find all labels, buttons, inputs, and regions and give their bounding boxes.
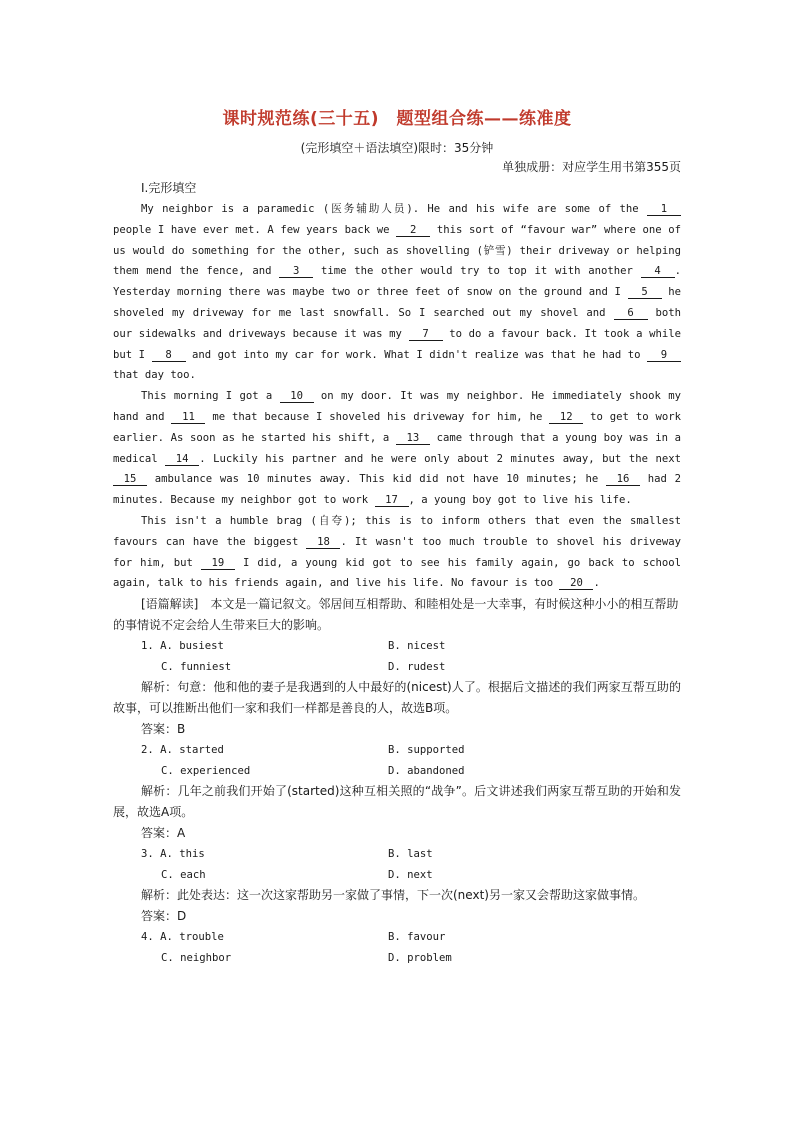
question-explanation: 解析：句意：他和他的妻子是我遇到的人中最好的(nicest)人了。根据后文描述的我们两家互帮互助的故事，可以推断出他们一家和我们一样都是善良的人，故选B项。	[113, 680, 681, 716]
question-options-row	[113, 927, 681, 948]
cloze-blank: 5	[628, 286, 662, 299]
passage-paragraph: My neighbor is a paramedic (医务辅助人员). He and his wife are some of the 1 people I have ever met. A few years back we 2 this sort of “favour war” where one of us would do something for the other, such as shovelling (铲雪) their driveway or helping them mend the fence, and 3 time the other would try to top it with another 4 . Yesterday morning there was maybe two or three feet of snow on the ground and I 5 he shoveled my driveway for me last snowfall. So I searched out my shovel and 6 both our sidewalks and driveways because it was my 7 to do a favour back. It took a while but I 8 and got into my car for work. What I didn't realize was that he had to 9 that day too.	[113, 203, 681, 382]
question-options-row	[113, 844, 681, 865]
page-title: 课时规范练(三十五) 题型组合练——练准度	[222, 109, 572, 129]
option-a: 1. A. busiest	[141, 639, 224, 652]
cloze-blank: 17	[375, 494, 409, 507]
question-options-row	[113, 761, 681, 782]
cloze-blank: 4	[641, 265, 675, 278]
passage-paragraph: This isn't a humble brag (自夸); this is to inform others that even the smallest favours can have the biggest 18 . It wasn't too much trouble to shovel his driveway for him, but 19 I did, a young kid got to see his family again, go back to school again, talk to his friends again, and live his life. No favour is too 20 .	[113, 514, 681, 590]
cloze-blank: 7	[409, 328, 443, 341]
cloze-blank: 1	[647, 203, 681, 216]
option-d: D. next	[388, 868, 433, 881]
cloze-blank: 13	[396, 432, 430, 445]
cloze-blank: 8	[152, 349, 186, 362]
cloze-blank: 16	[606, 473, 640, 486]
question-options-row	[113, 636, 681, 657]
cloze-blank: 10	[280, 390, 314, 403]
page-subtitle: (完形填空＋语法填空)限时：35分钟	[300, 141, 494, 155]
option-a: 2. A. started	[141, 743, 224, 756]
question-options-row	[113, 865, 681, 886]
question-options-row	[113, 657, 681, 678]
option-a: 4. A. trouble	[141, 930, 224, 943]
cloze-passage	[113, 199, 681, 594]
cloze-blank: 20	[559, 577, 593, 590]
cloze-blank: 6	[614, 307, 648, 320]
option-b: B. nicest	[388, 639, 446, 652]
source-note: 单独成册：对应学生用书第355页	[502, 160, 681, 174]
option-d: D. abandoned	[388, 764, 465, 777]
option-a: 3. A. this	[141, 847, 205, 860]
question-options-row	[113, 740, 681, 761]
cloze-blank: 2	[396, 224, 430, 237]
cloze-blank: 18	[306, 536, 340, 549]
cloze-blank: 15	[113, 473, 147, 486]
question-answer: 答案：B	[141, 721, 186, 736]
cloze-blank: 11	[171, 411, 205, 424]
option-c: C. experienced	[161, 764, 251, 777]
option-b: B. last	[388, 847, 433, 860]
cloze-blank: 9	[647, 349, 681, 362]
passage-paragraph: This morning I got a 10 on my door. It was my neighbor. He immediately shook my hand and 11 me that because I shoveled his driveway for him, he 12 to get to work earlier. As soon as he started his shift, a 13 came through that a young boy was in a medical 14 . Luckily his partner and he were only about 2 minutes away, but the next 15 ambulance was 10 minutes away. This kid did not have 10 minutes; he 16 had 2 minutes. Because my neighbor got to work 17 , a young boy got to live his life.	[113, 390, 681, 507]
option-d: D. problem	[388, 951, 452, 964]
option-b: B. supported	[388, 743, 465, 756]
option-b: B. favour	[388, 930, 446, 943]
analysis-note: [语篇解读] 本文是一篇记叙文。邻居间互相帮助、和睦相处是一大幸事，有时候这种小小的相互帮助的事情说不定会给人生带来巨大的影响。	[113, 597, 679, 632]
question-answer: 答案：A	[141, 825, 186, 840]
question-list	[113, 636, 681, 969]
question-options-row	[113, 948, 681, 969]
cloze-blank: 3	[279, 265, 313, 278]
option-c: C. funniest	[161, 660, 232, 673]
cloze-blank: 19	[201, 557, 235, 570]
option-c: C. each	[161, 868, 206, 881]
option-d: D. rudest	[388, 660, 446, 673]
document-page	[113, 104, 681, 968]
section-title: Ⅰ.完形填空	[141, 181, 197, 195]
cloze-blank: 12	[549, 411, 583, 424]
question-explanation: 解析：几年之前我们开始了(started)这种互相关照的“战争”。后文讲述我们两家互帮互助的开始和发展，故选A项。	[113, 784, 681, 820]
question-explanation: 解析：此处表达：这一次这家帮助另一家做了事情，下一次(next)另一家又会帮助这家做事情。	[141, 888, 645, 903]
question-answer: 答案：D	[141, 909, 187, 924]
cloze-blank: 14	[165, 453, 199, 466]
option-c: C. neighbor	[161, 951, 232, 964]
